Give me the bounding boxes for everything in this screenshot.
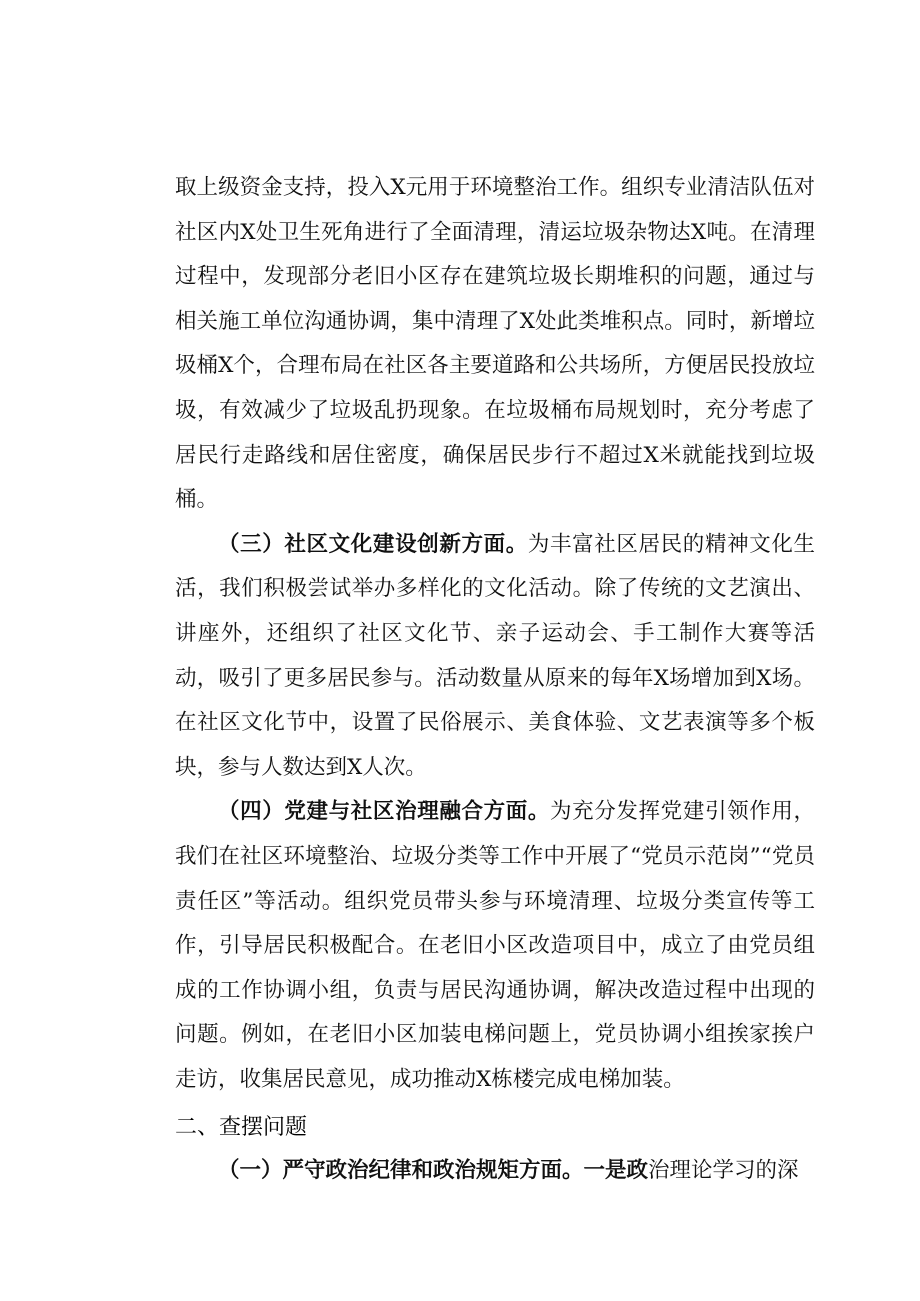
paragraph-text: 取上级资金支持，投入X元用于环境整治工作。组织专业清洁队伍对社区内X处卫生死角进行了全面清理，清运垃圾杂物达X吨。在清理过程中，发现部分老旧小区存在建筑垃圾长期堆积的问题，通过与相关施工单位沟通协调，集中清理了X处此类堆积点。同时，新增垃圾桶X个，合理布局在社区各主要道路和公共场所，方便居民投放垃圾，有效减少了垃圾乱扔现象。在垃圾桶布局规划时，充分考虑了居民行走路线和居住密度，确保居民步行不超过X米就能找到垃圾桶。: [175, 175, 815, 513]
paragraph-lead: （四）党建与社区治理融合方面。: [218, 799, 551, 825]
document-body: [175, 166, 815, 1194]
paragraph-lead: （一）严守政治纪律和政治规矩方面。一是政: [218, 1158, 649, 1184]
paragraph-text: 治理论学习的深: [648, 1158, 799, 1184]
paragraph-political-discipline: [175, 1149, 815, 1194]
paragraph-environment: [175, 166, 815, 523]
paragraph-culture: [175, 523, 815, 791]
paragraph-lead: （三）社区文化建设创新方面。: [218, 531, 528, 557]
paragraph-party-building: [175, 790, 815, 1102]
paragraph-text: 为充分发挥党建引领作用，我们在社区环境整治、垃圾分类等工作中开展了“党员示范岗”“党员责任区”等活动。组织党员带头参与环境清理、垃圾分类宣传等工作，引导居民积极配合。在老旧小区改造项目中，成立了由党员组成的工作协调小组，负责与居民沟通协调，解决改造过程中出现的问题。例如，在老旧小区加装电梯问题上，党员协调小组挨家挨户走访，收集居民意见，成功推动X栋楼完成电梯加装。: [175, 799, 815, 1092]
section-heading: 二、查摆问题: [175, 1115, 308, 1141]
paragraph-text: 为丰富社区居民的精神文化生活，我们积极尝试举办多样化的文化活动。除了传统的文艺演出、讲座外，还组织了社区文化节、亲子运动会、手工制作大赛等活动，吸引了更多居民参与。活动数量从原来的每年X场增加到X场。在社区文化节中，设置了民俗展示、美食体验、文艺表演等多个板块，参与人数达到X人次。: [175, 531, 815, 780]
